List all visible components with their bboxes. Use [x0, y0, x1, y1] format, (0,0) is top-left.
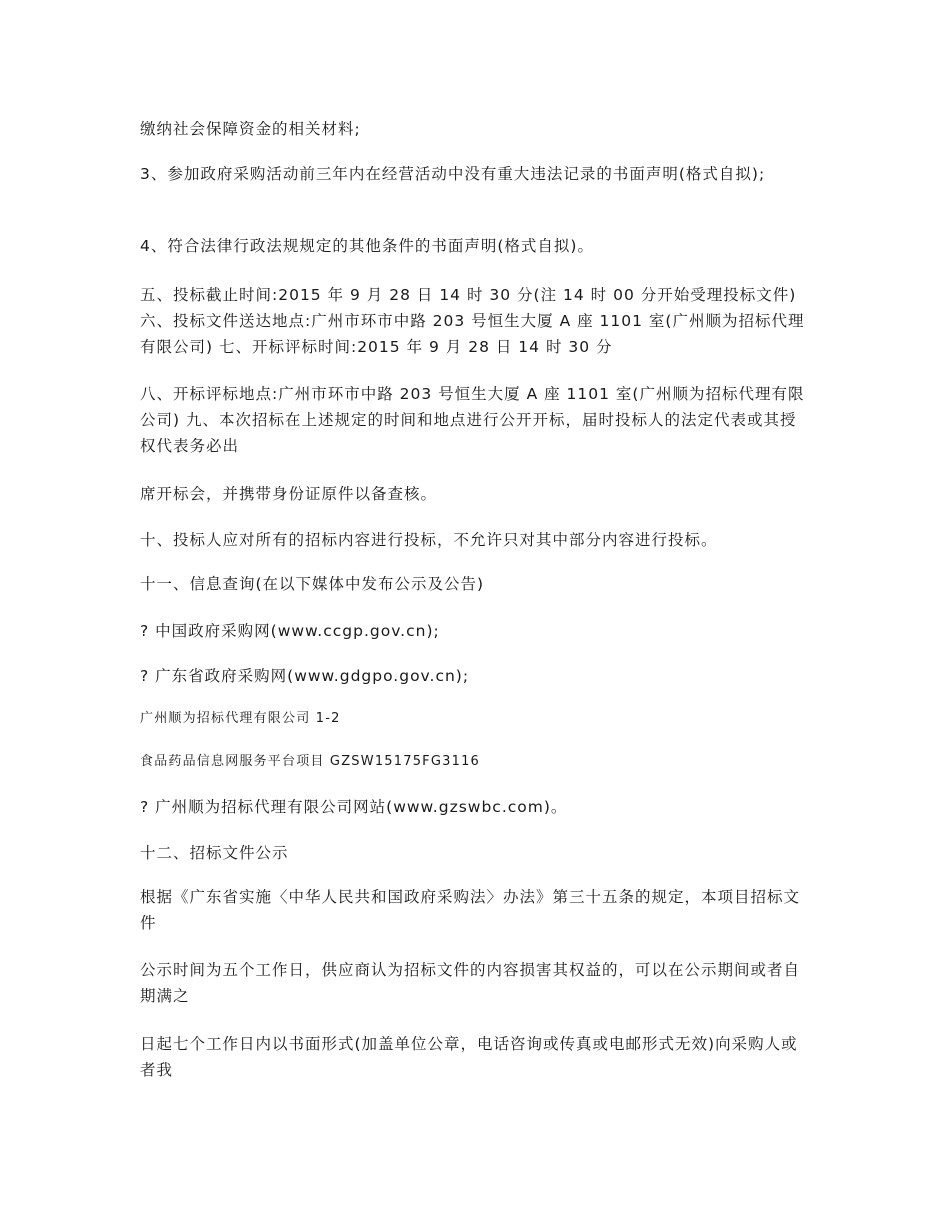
paragraph-item-10: 十、投标人应对所有的招标内容进行投标，不允许只对其中部分内容进行投标。 — [140, 531, 718, 549]
paragraph-link-gdgpo: ? 广东省政府采购网(www.gdgpo.gov.cn); — [140, 667, 470, 685]
paragraph-item-12: 十二、招标文件公示 — [140, 844, 289, 862]
paragraph-legal-basis: 根据《广东省实施〈中华人民共和国政府采购法〉办法》第三十五条的规定，本项目招标文件 — [140, 888, 801, 932]
paragraph-opening-location: 八、开标评标地点:广州市环市中路 203 号恒生大厦 A 座 1101 室(广州顺为招标代理有限公司) 九、本次招标在上述规定的时间和地点进行公开开标，届时投标人的法定代表或其授权代表务必出 — [140, 385, 805, 455]
paragraph-social-security: 缴纳社会保障资金的相关材料; — [140, 120, 361, 138]
paragraph-deadline: 五、投标截止时间:2015 年 9 月 28 日 14 时 30 分(注 14 时 00 分开始受理投标文件) 六、投标文件送达地点:广州市环市中路 203 号恒生大厦 A 座 1101 室(广州顺为招标代理有限公司) 七、开标评标时间:2015 年 9 月 28 日 14 时 30 分 — [140, 286, 805, 356]
paragraph-attend-meeting: 席开标会，并携带身份证原件以备查核。 — [140, 485, 438, 503]
paragraph-written-form: 日起七个工作日内以书面形式(加盖单位公章，电话咨询或传真或电邮形式无效)向采购人或者我 — [140, 1035, 798, 1079]
page-header-company: 广州顺为招标代理有限公司 1-2 — [140, 711, 341, 726]
paragraph-publicity-period: 公示时间为五个工作日，供应商认为招标文件的内容损害其权益的，可以在公示期间或者自期满之 — [140, 961, 801, 1005]
page-header-project: 食品药品信息网服务平台项目 GZSW15175FG3116 — [140, 754, 481, 769]
paragraph-link-gzswbc: ? 广州顺为招标代理有限公司网站(www.gzswbc.com)。 — [140, 798, 568, 816]
paragraph-item-3: 3、参加政府采购活动前三年内在经营活动中没有重大违法记录的书面声明(格式自拟); — [140, 165, 766, 183]
paragraph-link-ccgp: ? 中国政府采购网(www.ccgp.gov.cn); — [140, 622, 440, 640]
paragraph-item-11: 十一、信息查询(在以下媒体中发布公示及公告) — [140, 575, 485, 593]
paragraph-item-4: 4、符合法律行政法规规定的其他条件的书面声明(格式自拟)。 — [140, 237, 594, 255]
